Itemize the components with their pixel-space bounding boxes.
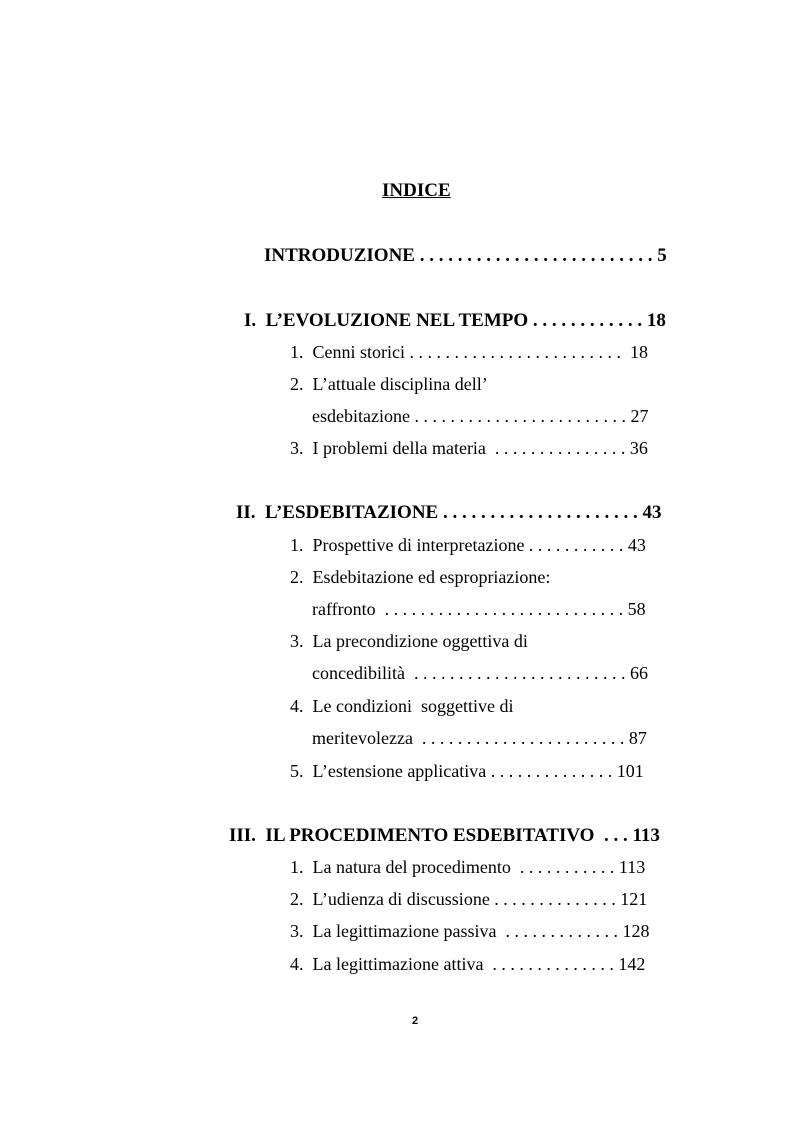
- toc-entry[interactable]: 4. La legittimazione attiva . . . . . . . . . . . . . . 142: [290, 954, 646, 974]
- toc-entry[interactable]: 1. Cenni storici . . . . . . . . . . . . . . . . . . . . . . . . 18: [290, 342, 648, 362]
- toc-chapter-1-heading[interactable]: I. L’EVOLUZIONE NEL TEMPO . . . . . . . . . . . . 18: [244, 310, 666, 331]
- toc-chapter-3-heading[interactable]: III. IL PROCEDIMENTO ESDEBITATIVO . . . 113: [229, 825, 660, 846]
- toc-introduction[interactable]: INTRODUZIONE . . . . . . . . . . . . . . . . . . . . . . . . . 5: [264, 245, 667, 266]
- toc-entry[interactable]: 1. La natura del procedimento . . . . . . . . . . . 113: [290, 857, 646, 877]
- toc-chapter-2-heading[interactable]: II. L’ESDEBITAZIONE . . . . . . . . . . . . . . . . . . . . . 43: [236, 502, 662, 523]
- toc-entry[interactable]: 3. La legittimazione passiva . . . . . . . . . . . . . 128: [290, 921, 650, 941]
- toc-entry[interactable]: 3. La precondizione oggettiva di: [290, 631, 528, 651]
- toc-entry[interactable]: 5. L’estensione applicativa . . . . . . . . . . . . . . 101: [290, 761, 644, 781]
- toc-entry-continuation[interactable]: meritevolezza . . . . . . . . . . . . . . . . . . . . . . . 87: [312, 728, 647, 748]
- page-number: 2: [412, 1015, 419, 1027]
- toc-entry[interactable]: 2. L’attuale disciplina dell’: [290, 374, 488, 394]
- toc-entry-continuation[interactable]: raffronto . . . . . . . . . . . . . . . . . . . . . . . . . . . 58: [312, 599, 646, 619]
- toc-entry[interactable]: 3. I problemi della materia . . . . . . . . . . . . . . . 36: [290, 438, 648, 458]
- toc-entry[interactable]: 4. Le condizioni soggettive di: [290, 696, 514, 716]
- toc-entry[interactable]: 2. Esdebitazione ed espropriazione:: [290, 567, 551, 587]
- toc-entry[interactable]: 2. L’udienza di discussione . . . . . . . . . . . . . . 121: [290, 889, 648, 909]
- toc-entry[interactable]: 1. Prospettive di interpretazione . . . . . . . . . . . 43: [290, 535, 646, 555]
- toc-entry-continuation[interactable]: concedibilità . . . . . . . . . . . . . . . . . . . . . . . . 66: [312, 663, 648, 683]
- toc-entry-continuation[interactable]: esdebitazione . . . . . . . . . . . . . . . . . . . . . . . . 27: [312, 406, 649, 426]
- page-title: INDICE: [382, 180, 451, 201]
